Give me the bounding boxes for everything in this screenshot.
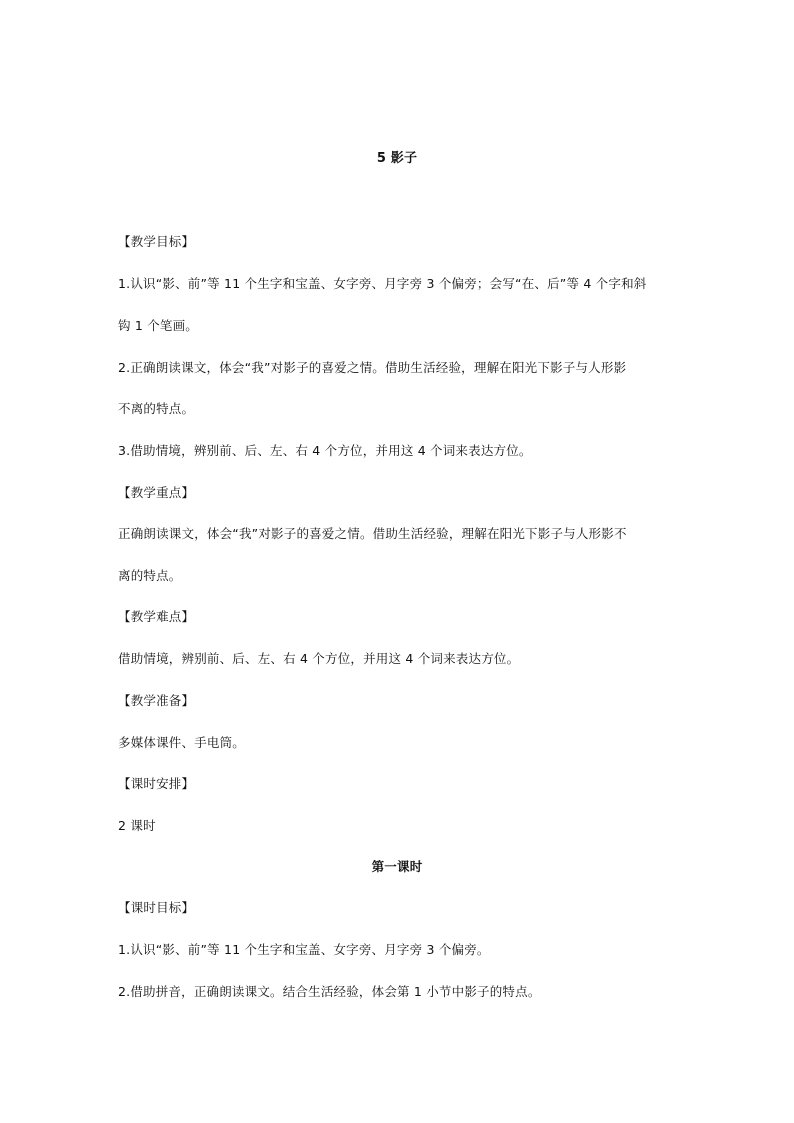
- key-points-line-a: 正确朗读课文，体会“我”对影子的喜爱之情。借助生活经验，理解在阳光下影子与人形影不: [118, 526, 627, 541]
- goal-1-line-b: 钩 1 个笔画。: [118, 318, 198, 333]
- schedule-heading: 【课时安排】: [118, 776, 195, 791]
- goal-2-line-a: 2.正确朗读课文，体会“我”对影子的喜爱之情。借助生活经验，理解在阳光下影子与人形影: [118, 360, 627, 375]
- key-points-heading: 【教学重点】: [118, 485, 195, 500]
- key-points-line-b: 离的特点。: [118, 568, 182, 583]
- difficult-points-text: 借助情境，辨别前、后、左、右 4 个方位，并用这 4 个词来表达方位。: [118, 651, 520, 666]
- preparation-heading: 【教学准备】: [118, 693, 195, 708]
- difficult-points-heading: 【教学难点】: [118, 609, 195, 624]
- schedule-text: 2 课时: [118, 818, 156, 833]
- goal-1-line-a: 1.认识“影、前”等 11 个生字和宝盖、女字旁、月字旁 3 个偏旁；会写“在、后”等 4 个字和斜: [118, 276, 647, 291]
- lesson-1-goal-2: 2.借助拼音，正确朗读课文。结合生活经验，体会第 1 小节中影子的特点。: [118, 984, 541, 999]
- lesson-1-goal-1: 1.认识“影、前”等 11 个生字和宝盖、女字旁、月字旁 3 个偏旁。: [118, 942, 490, 957]
- goal-3: 3.借助情境，辨别前、后、左、右 4 个方位，并用这 4 个词来表达方位。: [118, 443, 532, 458]
- goal-2-line-b: 不离的特点。: [118, 401, 195, 416]
- lesson-1-heading: 第一课时: [371, 859, 423, 874]
- goals-heading: 【教学目标】: [118, 234, 195, 249]
- document-title: 5 影子: [376, 151, 418, 166]
- preparation-text: 多媒体课件、手电筒。: [118, 735, 246, 750]
- lesson-1-goals-heading: 【课时目标】: [118, 900, 195, 915]
